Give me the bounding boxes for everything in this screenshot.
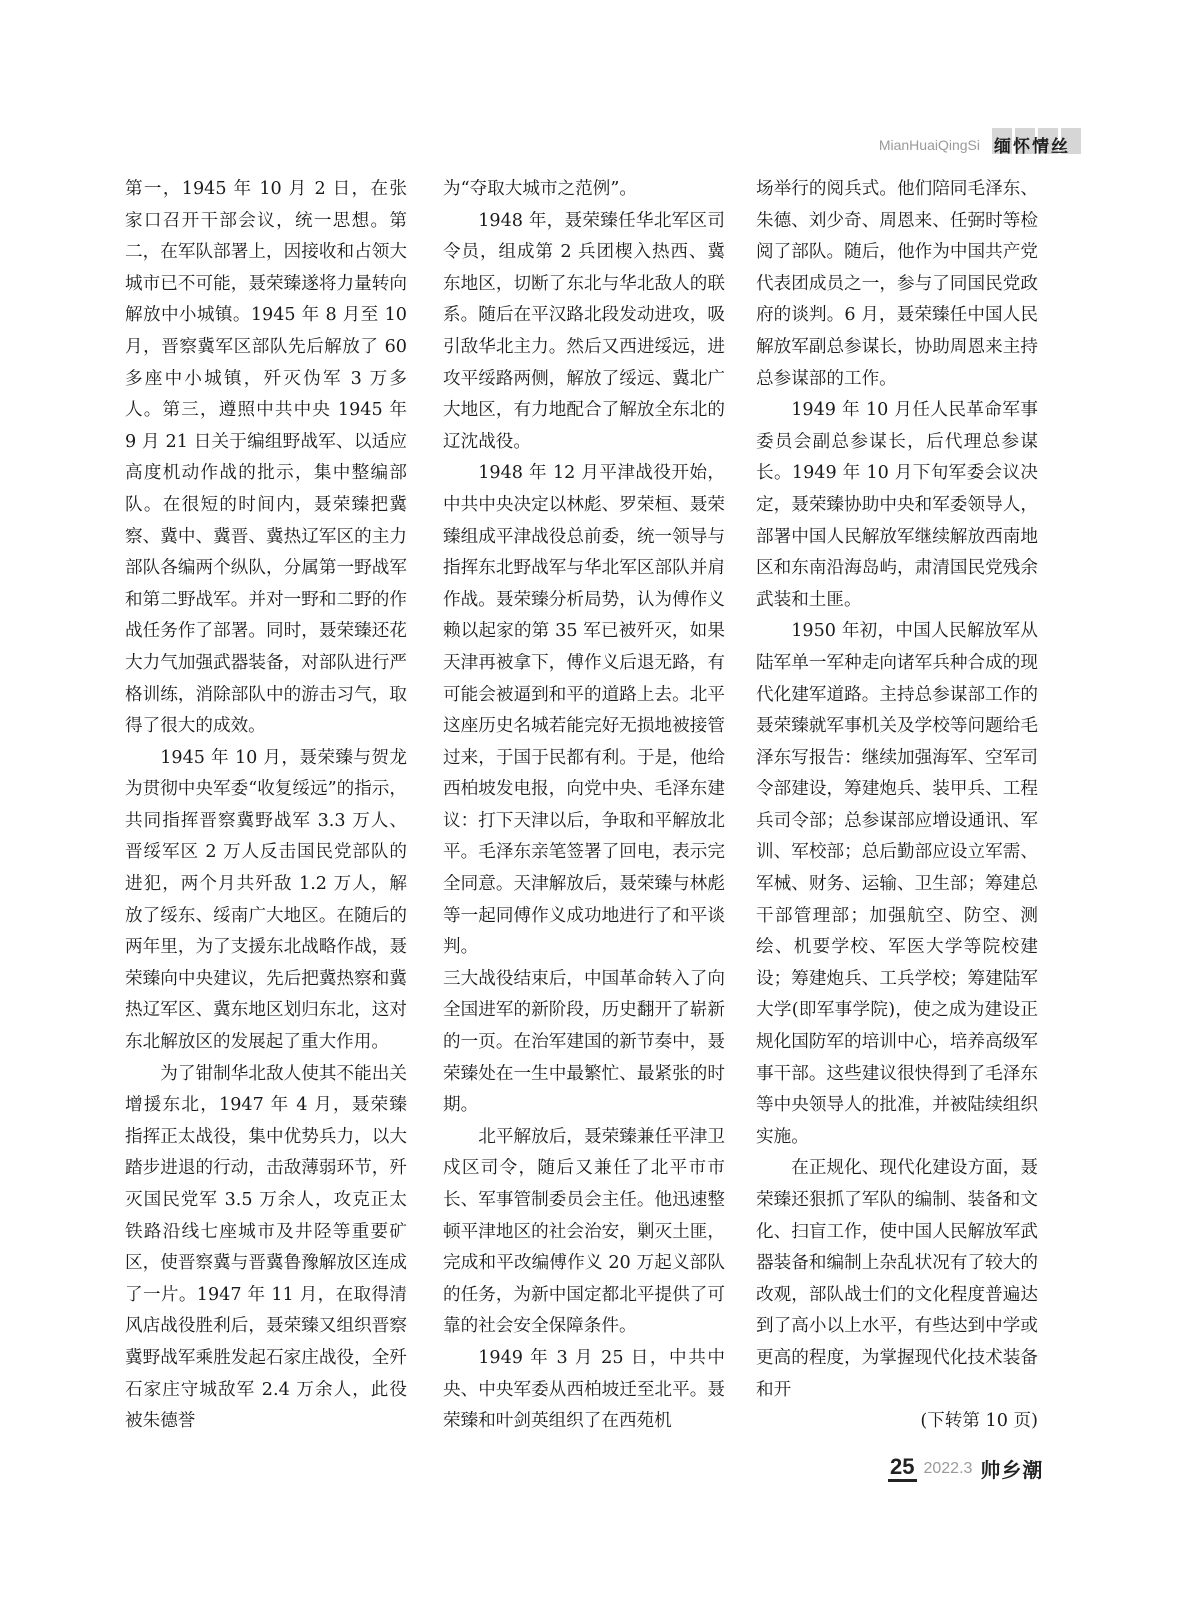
paragraph: 在正规化、现代化建设方面，聂荣臻还狠抓了军队的编制、装备和文化、扫盲工作，使中国人民解放军武器装备和编制上杂乱状况有了较大的改观，部队战士们的文化程度普遍达到了高小以上水平，有些达到中学或更高的程度，为掌握现代化技术装备和开 xyxy=(756,1158,1038,1400)
article-column-2 xyxy=(443,174,725,1438)
page-footer xyxy=(888,1454,1043,1483)
issue-date: 2022.3 xyxy=(923,1459,973,1477)
magazine-name: 帅乡潮 xyxy=(980,1458,1044,1482)
paragraph: 为“夺取大城市之范例”。 xyxy=(443,179,637,199)
paragraph: 1949 年 3 月 25 日，中共中央、中央军委从西柏坡迁至北平。聂荣臻和叶剑英组织了在西苑机 xyxy=(443,1347,725,1432)
article-column-3 xyxy=(756,174,1038,1438)
paragraph: 北平解放后，聂荣臻兼任平津卫戍区司令，随后又兼任了北平市市长、军事管制委员会主任。他迅速整顿平津地区的社会治安，剿灭土匪，完成和平改编傅作义 20 万起义部队的任务，为新中国定都北平提供了可靠的社会安全保障条件。 xyxy=(443,1126,725,1337)
article-column-1 xyxy=(125,174,407,1438)
page-number: 25 xyxy=(888,1455,917,1482)
paragraph: 1950 年初，中国人民解放军从陆军单一军种走向诸军兵种合成的现代化建军道路。主持总参谋部工作的聂荣臻就军事机关及学校等问题给毛泽东写报告：继续加强海军、空军司令部建设，筹建炮兵、装甲兵、工程兵司令部；总参谋部应增设通讯、军训、军校部；总后勤部应设立军需、军械、财务、运输、卫生部；筹建总干部管理部；加强航空、防空、测绘、机要学校、军医大学等院校建设；筹建炮兵、工兵学校；筹建陆军大学(即军事学院)，使之成为建设正规化国防军的培训中心，培养高级军事干部。这些建议很快得到了毛泽东等中央领导人的批准，并被陆续组织实施。 xyxy=(756,621,1038,1147)
paragraph: 1948 年，聂荣臻任华北军区司令员，组成第 2 兵团楔入热西、冀东地区，切断了东北与华北敌人的联系。随后在平汉路北段发动进攻，吸引敌华北主力。然后又西进绥远，进攻平绥路两侧，解放了绥远、冀北广大地区，有力地配合了解放全东北的辽沈战役。 xyxy=(443,210,725,452)
section-latin-title: MianHuaiQingSi xyxy=(878,136,980,153)
paragraph: 1945 年 10 月，聂荣臻与贺龙为贯彻中央军委“收复绥远”的指示，共同指挥晋察冀野战军 3.3 万人、晋绥军区 2 万人反击国民党部队的进犯，两个月共歼敌 1.2 万人，解放了绥东、绥南广大地区。在随后的两年里，为了支援东北战略作战，聂荣臻向中央建议，先后把冀热察和冀热辽军区、冀东地区划归东北，这对东北解放区的发展起了重大作用。 xyxy=(125,747,407,1053)
paragraph: 为了钳制华北敌人使其不能出关增援东北，1947 年 4 月，聂荣臻指挥正太战役，集中优势兵力，以大踏步进退的行动，击敌薄弱环节，歼灭国民党军 3.5 万余人，攻克正太铁路沿线七座城市及井陉等重要矿区，使晋察冀与晋冀鲁豫解放区连成了一片。1947 年 11 月，在取得清风店战役胜利后，聂荣臻又组织晋察冀野战军乘胜发起石家庄战役，全歼石家庄守城敌军 2.4 万余人，此役被朱德誉 xyxy=(125,1063,407,1432)
paragraph: 1949 年 10 月任人民革命军事委员会副总参谋长，后代理总参谋长。1949 年 10 月下旬军委会议决定，聂荣臻协助中央和军委领导人，部署中国人民解放军继续解放西南地区和东南沿海岛屿，肃清国民党残余武装和土匪。 xyxy=(756,400,1038,610)
paragraph: (下转第 10 页) xyxy=(920,1411,1038,1432)
section-header xyxy=(879,132,1070,157)
paragraph: 第一，1945 年 10 月 2 日，在张家口召开干部会议，统一思想。第二，在军队部署上，因接收和占领大城市已不可能，聂荣臻遂将力量转向解放中小城镇。1945 年 8 月至 10 月，晋察冀军区部队先后解放了 60 多座中小城镇，歼灭伪军 3 万多人。第三，遵照中共中央 1945 年 9 月 21 日关于编组野战军、以适应高度机动作战的批示，集中整编部队。在很短的时间内，聂荣臻把冀察、冀中、冀晋、冀热辽军区的主力部队各编两个纵队，分属第一野战军和第二野战军。并对一野和二野的作战任务作了部署。同时，聂荣臻还花大力气加强武器装备，对部队进行严格训练，消除部队中的游击习气，取得了很大的成效。 xyxy=(125,179,407,737)
paragraph: 1948 年 12 月平津战役开始，中共中央决定以林彪、罗荣桓、聂荣臻组成平津战役总前委，统一领导与指挥东北野战军与华北军区部队并肩作战。聂荣臻分析局势，认为傅作义赖以起家的第 35 军已被歼灭，如果天津再被拿下，傅作义后退无路，有可能会被逼到和平的道路上去。北平这座历史名城若能完好无损地被接管过来，于国于民都有利。于是，他给西柏坡发电报，向党中央、毛泽东建议：打下天津以后，争取和平解放北平。毛泽东亲笔签署了回电，表示完全同意。天津解放后，聂荣臻与林彪等一起同傅作义成功地进行了和平谈判。 xyxy=(443,463,725,958)
paragraph: 场举行的阅兵式。他们陪同毛泽东、朱德、刘少奇、周恩来、任弼时等检阅了部队。随后，他作为中国共产党代表团成员之一，参与了同国民党政府的谈判。6 月，聂荣臻任中国人民解放军副总参谋长，协助周恩来主持总参谋部的工作。 xyxy=(756,179,1038,389)
section-title-text: 缅怀情丝 xyxy=(994,137,1070,157)
paragraph: 三大战役结束后，中国革命转入了向全国进军的新阶段，历史翻开了崭新的一页。在治军建国的新节奏中，聂荣臻处在一生中最繁忙、最紧张的时期。 xyxy=(443,968,725,1116)
section-title xyxy=(992,132,1070,157)
